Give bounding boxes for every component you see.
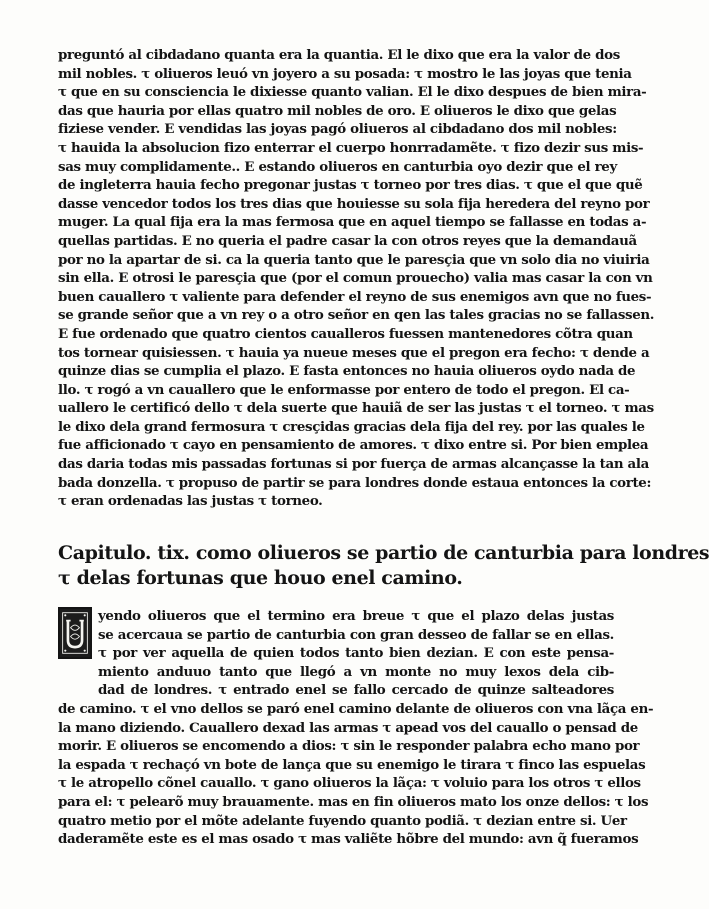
text-line: yendo oliueros que el termino era breue τ que el plazo delas justas bbox=[98, 608, 614, 624]
text-line: para el: τ pelearõ muy brauamente. mas en fin oliueros mato los onze dellos: τ los bbox=[58, 793, 649, 810]
text-line: quatro metio por el mõte adelante fuyendo quanto podiã. τ dezian entre si. Uer bbox=[58, 812, 627, 829]
text-line: llo. τ rogó a vn cauallero que le enformasse por entero de todo el pregon. El ca- bbox=[58, 381, 630, 398]
text-line: se grande señor que a vn rey o a otro señor en qen las tales gracias no se fallassen. bbox=[58, 307, 655, 324]
text-line: sas muy complidamente.. E estando oliueros en canturbia oyo dezir que el rey bbox=[58, 158, 617, 175]
text-line: morir. E oliueros se encomendo a dios: τ sin le responder palabra echo mano por bbox=[58, 738, 640, 755]
text-line: quellas partidas. E no queria el padre casar la con otros reyes que la demandauã bbox=[58, 232, 637, 249]
text-line: fue afficionado τ cayo en pensamiento de amores. τ dixo entre si. Por bien emplea bbox=[58, 437, 649, 454]
chapter-heading-line: τ delas fortunas que houo enel camino. bbox=[58, 567, 463, 589]
text-line: la espada τ rechaçó vn bote de lança que su enemigo le tirara τ finco las espuelas bbox=[58, 756, 646, 773]
text-line: quinze dias se cumplia el plazo. E fasta entonces no hauia oliueros oydo nada de bbox=[58, 363, 636, 380]
text-line: sin ella. E otrosi le paresçia que (por el comun prouecho) valia mas casar la con vn bbox=[58, 270, 653, 287]
text-line: τ le atropello cõnel cauallo. τ gano oliueros la lãça: τ voluio para los otros τ ellos bbox=[58, 775, 641, 792]
text-line: das que hauria por ellas quatro mil nobles de oro. E oliueros le dixo que gelas bbox=[58, 102, 617, 119]
text-line: fiziese vender. E vendidas las joyas pagó oliueros al cibdadano dos mil nobles: bbox=[58, 121, 617, 138]
text-line: muger. La qual fija era la mas fermosa que en aquel tiempo se fallasse en todas a- bbox=[58, 214, 647, 231]
text-line: le dixo dela grand fermosura τ cresçidas gracias dela fija del rey. por las quales le bbox=[58, 418, 645, 435]
paragraph-two bbox=[58, 607, 654, 849]
text-line: τ eran ordenadas las justas τ torneo. bbox=[58, 493, 323, 510]
text-line: τ que en su consciencia le dixiesse quanto valian. El le dixo despues de bien mira- bbox=[58, 84, 647, 101]
text-line: bada donzella. τ propuso de partir se para londres donde estaua entonces la corte: bbox=[58, 474, 652, 491]
text-line: mil nobles. τ oliueros leuó vn joyero a su posada: τ mostro le las joyas que tenia bbox=[58, 65, 632, 82]
paragraph-one bbox=[58, 46, 655, 511]
text-line: por no la apartar de si. ca la queria tanto que le paresçia que vn solo dia no viuiria bbox=[58, 251, 650, 268]
text-line: de camino. τ el vno dellos se paró enel camino delante de oliueros con vna lãça en- bbox=[58, 700, 654, 717]
text-line: das daria todas mis passadas fortunas si por fuerça de armas alcançasse la tan ala bbox=[58, 456, 649, 473]
text-line: de ingleterra hauia fecho pregonar justas τ torneo por tres dias. τ que el que quẽ bbox=[58, 177, 643, 194]
text-line: miento anduuo tanto que llegó a vn monte no muy lexos dela cib- bbox=[98, 663, 614, 680]
text-line: uallero le certificó dello τ dela suerte que hauiã de ser las justas τ el torneo. τ mas bbox=[58, 400, 654, 417]
text-line: la mano diziendo. Cauallero dexad las armas τ apead vos del cauallo o pensad de bbox=[58, 719, 638, 736]
text-line: buen cauallero τ valiente para defender el reyno de sus enemigos avn que no fues- bbox=[58, 288, 652, 305]
text-line: daderamẽte este es el mas osado τ mas valiẽte hõbre del mundo: avn q̃ fueramos bbox=[58, 831, 639, 848]
text-line: τ por ver aquella de quien todos tanto bien dezian. E con este pensa- bbox=[98, 645, 614, 662]
text-line: se acercaua se partio de canturbia con gran desseo de fallar se en ellas. bbox=[98, 626, 614, 643]
chapter-heading-line: Capitulo. tix. como oliueros se partio de canturbia para londres bbox=[58, 542, 709, 564]
text-line: preguntó al cibdadano quanta era la quantia. El le dixo que era la valor de dos bbox=[58, 47, 620, 63]
text-line: E fue ordenado que quatro cientos caualleros fuessen mantenedores cõtra quan bbox=[58, 325, 633, 342]
text-line: tos tornear quisiessen. τ hauia ya nueue meses que el pregon era fecho: τ dende a bbox=[58, 344, 650, 361]
text-line: dasse vencedor todos los tres dias que houiesse su sola fija heredera del reyno por bbox=[58, 195, 650, 212]
text-line: τ hauida la absolucion fizo enterrar el cuerpo honrradamẽte. τ fizo dezir sus mis- bbox=[58, 139, 644, 156]
chapter-heading bbox=[58, 541, 709, 591]
text-line: dad de londres. τ entrado enel se fallo cercado de quinze salteadores bbox=[98, 682, 614, 699]
